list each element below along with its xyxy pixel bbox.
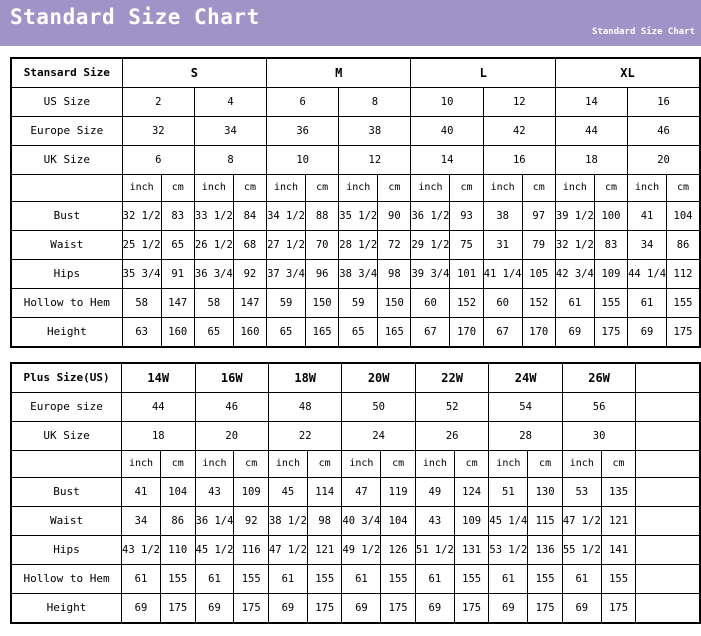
header-corner-label: Standard Size Chart	[592, 27, 695, 37]
table-cell: 18	[122, 422, 195, 451]
table-cell: 45 1/4	[489, 507, 528, 536]
unit-cell: inch	[555, 175, 594, 202]
table-cell: 112	[667, 260, 700, 289]
table-cell: 131	[454, 536, 489, 565]
table-cell: 38	[339, 117, 411, 146]
unit-cell: inch	[415, 451, 454, 478]
table-cell: 20	[195, 422, 268, 451]
table-cell: 97	[522, 202, 555, 231]
standard-size-table-wrap	[10, 57, 701, 348]
table-cell: 38 3/4	[339, 260, 378, 289]
table-cell: 124	[454, 478, 489, 507]
table-cell: 34 1/2	[267, 202, 306, 231]
table-cell: 52	[415, 393, 488, 422]
size-header-cell: 22W	[415, 363, 488, 393]
table-cell: 114	[307, 478, 342, 507]
unit-cell: cm	[234, 451, 269, 478]
unit-cell: cm	[306, 175, 339, 202]
table-cell: 34	[122, 507, 161, 536]
table-cell: 59	[339, 289, 378, 318]
row-label: UK Size	[11, 422, 122, 451]
table-cell: 69	[122, 594, 161, 624]
table-cell: 65	[194, 318, 233, 348]
table-cell: 53 1/2	[489, 536, 528, 565]
table-cell: 38 1/2	[268, 507, 307, 536]
table-cell: 41	[628, 202, 667, 231]
table-cell: 65	[339, 318, 378, 348]
table-row	[11, 58, 700, 88]
blank-cell	[636, 507, 700, 536]
size-header-cell: 18W	[268, 363, 341, 393]
unit-cell: inch	[268, 451, 307, 478]
table-cell: 16	[628, 88, 700, 117]
table-cell: 91	[161, 260, 194, 289]
unit-cell: inch	[195, 451, 234, 478]
table-cell: 26 1/2	[194, 231, 233, 260]
table-cell: 175	[667, 318, 700, 348]
table-cell: 155	[594, 289, 627, 318]
table-cell: 61	[555, 289, 594, 318]
table-cell: 160	[233, 318, 266, 348]
table-cell: 101	[450, 260, 483, 289]
table-cell: 104	[667, 202, 700, 231]
table-cell: 30	[562, 422, 635, 451]
unit-cell: inch	[122, 175, 161, 202]
unit-cell: cm	[378, 175, 411, 202]
table-cell: 65	[161, 231, 194, 260]
table-cell: 175	[528, 594, 563, 624]
table-row	[11, 507, 700, 536]
table-cell: 170	[450, 318, 483, 348]
table-cell: 58	[122, 289, 161, 318]
table-cell: 32 1/2	[122, 202, 161, 231]
table-cell: 61	[415, 565, 454, 594]
table-cell: 12	[483, 88, 555, 117]
table-cell: 104	[381, 507, 416, 536]
unit-row	[11, 175, 700, 202]
table-row	[11, 363, 700, 393]
table-cell: 86	[160, 507, 195, 536]
table-cell: 175	[234, 594, 269, 624]
table-row	[11, 202, 700, 231]
table-cell: 90	[378, 202, 411, 231]
table-cell: 155	[528, 565, 563, 594]
blank-cell	[11, 451, 122, 478]
table-cell: 119	[381, 478, 416, 507]
unit-row	[11, 451, 700, 478]
table-cell: 105	[522, 260, 555, 289]
unit-cell: inch	[267, 175, 306, 202]
table-cell: 110	[160, 536, 195, 565]
table-cell: 58	[194, 289, 233, 318]
table-cell: 54	[489, 393, 562, 422]
table-cell: 155	[667, 289, 700, 318]
table-cell: 147	[161, 289, 194, 318]
table-cell: 92	[233, 260, 266, 289]
table-cell: 47	[342, 478, 381, 507]
table-cell: 8	[194, 146, 266, 175]
table-cell: 86	[667, 231, 700, 260]
table-cell: 165	[306, 318, 339, 348]
table-cell: 38	[483, 202, 522, 231]
unit-cell: cm	[594, 175, 627, 202]
table-cell: 20	[628, 146, 700, 175]
row-label: Waist	[11, 507, 122, 536]
table-cell: 160	[161, 318, 194, 348]
row-label: Europe size	[11, 393, 122, 422]
table-row	[11, 565, 700, 594]
table-cell: 96	[306, 260, 339, 289]
table-cell: 28	[489, 422, 562, 451]
table-cell: 69	[195, 594, 234, 624]
table-row	[11, 594, 700, 624]
table-cell: 121	[601, 507, 636, 536]
unit-cell: cm	[233, 175, 266, 202]
plus-size-table-wrap	[10, 362, 701, 624]
table-row	[11, 146, 700, 175]
row-label: Bust	[11, 478, 122, 507]
blank-cell	[636, 565, 700, 594]
unit-cell: cm	[307, 451, 342, 478]
table-cell: 49	[415, 478, 454, 507]
table-cell: 109	[234, 478, 269, 507]
unit-cell: cm	[667, 175, 700, 202]
table-cell: 28 1/2	[339, 231, 378, 260]
table-row	[11, 536, 700, 565]
blank-cell	[636, 594, 700, 624]
table-cell: 126	[381, 536, 416, 565]
row-label: Height	[11, 318, 122, 348]
table-cell: 24	[342, 422, 415, 451]
table-cell: 116	[234, 536, 269, 565]
unit-cell: cm	[454, 451, 489, 478]
table-cell: 130	[528, 478, 563, 507]
table-cell: 150	[378, 289, 411, 318]
table-cell: 109	[594, 260, 627, 289]
table-cell: 165	[378, 318, 411, 348]
table-cell: 136	[528, 536, 563, 565]
unit-cell: inch	[122, 451, 161, 478]
table-cell: 45	[268, 478, 307, 507]
table-cell: 18	[555, 146, 627, 175]
table-cell: 98	[307, 507, 342, 536]
size-header-cell: XL	[555, 58, 700, 88]
table-cell: 48	[268, 393, 341, 422]
table-cell: 155	[381, 565, 416, 594]
unit-cell: cm	[601, 451, 636, 478]
size-header-cell: 14W	[122, 363, 195, 393]
table-cell: 61	[195, 565, 234, 594]
table-cell: 35 1/2	[339, 202, 378, 231]
table-cell: 36 3/4	[194, 260, 233, 289]
table-cell: 69	[628, 318, 667, 348]
size-header-cell: M	[267, 58, 411, 88]
table-cell: 51 1/2	[415, 536, 454, 565]
table-cell: 25 1/2	[122, 231, 161, 260]
size-header-cell: 24W	[489, 363, 562, 393]
table-row	[11, 478, 700, 507]
table-cell: 42 3/4	[555, 260, 594, 289]
table-cell: 93	[450, 202, 483, 231]
table-cell: 41	[122, 478, 161, 507]
table-cell: 33 1/2	[194, 202, 233, 231]
table-cell: 61	[489, 565, 528, 594]
table-cell: 72	[378, 231, 411, 260]
table-cell: 46	[195, 393, 268, 422]
table-cell: 69	[555, 318, 594, 348]
table-cell: 175	[307, 594, 342, 624]
table-cell: 61	[268, 565, 307, 594]
table-cell: 31	[483, 231, 522, 260]
table-cell: 83	[594, 231, 627, 260]
table-row	[11, 289, 700, 318]
row-label: Hips	[11, 536, 122, 565]
table-cell: 60	[411, 289, 450, 318]
table-cell: 26	[415, 422, 488, 451]
table-cell: 45 1/2	[195, 536, 234, 565]
table-cell: 55 1/2	[562, 536, 601, 565]
row-label: UK Size	[11, 146, 122, 175]
table-cell: 155	[307, 565, 342, 594]
unit-cell: inch	[483, 175, 522, 202]
row-label: US Size	[11, 88, 122, 117]
table-cell: 53	[562, 478, 601, 507]
table-cell: 65	[267, 318, 306, 348]
row-label: Hollow to Hem	[11, 565, 122, 594]
table-cell: 34	[194, 117, 266, 146]
table-cell: 69	[268, 594, 307, 624]
table-cell: 88	[306, 202, 339, 231]
table-cell: 155	[160, 565, 195, 594]
row-label: Bust	[11, 202, 122, 231]
table-cell: 36 1/4	[195, 507, 234, 536]
table-cell: 35 3/4	[122, 260, 161, 289]
table-cell: 37 3/4	[267, 260, 306, 289]
table-cell: 61	[628, 289, 667, 318]
table-cell: 115	[528, 507, 563, 536]
blank-cell	[636, 478, 700, 507]
table-cell: 39 1/2	[555, 202, 594, 231]
table-cell: 141	[601, 536, 636, 565]
table-row	[11, 393, 700, 422]
table-cell: 70	[306, 231, 339, 260]
table-cell: 61	[562, 565, 601, 594]
table-cell: 44 1/4	[628, 260, 667, 289]
blank-cell	[11, 175, 122, 202]
row-label: Hips	[11, 260, 122, 289]
unit-cell: inch	[411, 175, 450, 202]
table-cell: 83	[161, 202, 194, 231]
table-cell: 68	[233, 231, 266, 260]
table-cell: 121	[307, 536, 342, 565]
header-band	[0, 0, 701, 46]
row-label: Hollow to Hem	[11, 289, 122, 318]
table-cell: 47 1/2	[562, 507, 601, 536]
table-cell: 46	[628, 117, 700, 146]
table-cell: 135	[601, 478, 636, 507]
table-cell: 61	[342, 565, 381, 594]
table-cell: 39 3/4	[411, 260, 450, 289]
table-cell: 43 1/2	[122, 536, 161, 565]
table-cell: 4	[194, 88, 266, 117]
table-cell: 8	[339, 88, 411, 117]
table-cell: 34	[628, 231, 667, 260]
table-cell: 109	[454, 507, 489, 536]
table-cell: 67	[411, 318, 450, 348]
size-header-cell: 20W	[342, 363, 415, 393]
unit-cell: inch	[194, 175, 233, 202]
table-cell: 84	[233, 202, 266, 231]
row-label: Height	[11, 594, 122, 624]
unit-cell: cm	[160, 451, 195, 478]
table-cell: 40 3/4	[342, 507, 381, 536]
table-cell: 75	[450, 231, 483, 260]
table-cell: 32 1/2	[555, 231, 594, 260]
table-cell: 175	[601, 594, 636, 624]
unit-cell: cm	[450, 175, 483, 202]
table-cell: 27 1/2	[267, 231, 306, 260]
table-row	[11, 260, 700, 289]
table-cell: 100	[594, 202, 627, 231]
table-cell: 44	[555, 117, 627, 146]
table-cell: 56	[562, 393, 635, 422]
table-cell: 59	[267, 289, 306, 318]
table-cell: 152	[450, 289, 483, 318]
table-cell: 175	[381, 594, 416, 624]
table-cell: 6	[122, 146, 194, 175]
row-label: Plus Size(US)	[11, 363, 122, 393]
table-cell: 47 1/2	[268, 536, 307, 565]
table-cell: 6	[267, 88, 339, 117]
table-cell: 49 1/2	[342, 536, 381, 565]
unit-cell: inch	[628, 175, 667, 202]
unit-cell: inch	[342, 451, 381, 478]
table-cell: 60	[483, 289, 522, 318]
table-cell: 14	[555, 88, 627, 117]
table-cell: 43	[195, 478, 234, 507]
unit-cell: inch	[562, 451, 601, 478]
table-cell: 61	[122, 565, 161, 594]
table-cell: 32	[122, 117, 194, 146]
table-cell: 51	[489, 478, 528, 507]
row-label: Stansard Size	[11, 58, 122, 88]
table-cell: 42	[483, 117, 555, 146]
table-cell: 41 1/4	[483, 260, 522, 289]
table-cell: 69	[489, 594, 528, 624]
table-row	[11, 231, 700, 260]
table-row	[11, 117, 700, 146]
blank-cell	[636, 422, 700, 451]
size-header-cell: 16W	[195, 363, 268, 393]
table-cell: 69	[415, 594, 454, 624]
row-label: Europe Size	[11, 117, 122, 146]
table-cell: 63	[122, 318, 161, 348]
table-cell: 69	[562, 594, 601, 624]
table-cell: 155	[234, 565, 269, 594]
table-cell: 10	[267, 146, 339, 175]
blank-cell	[636, 536, 700, 565]
standard-size-table	[10, 57, 701, 348]
table-cell: 69	[342, 594, 381, 624]
table-row	[11, 422, 700, 451]
table-cell: 12	[339, 146, 411, 175]
table-cell: 36	[267, 117, 339, 146]
page-title: Standard Size Chart	[10, 5, 260, 29]
table-cell: 92	[234, 507, 269, 536]
unit-cell: inch	[489, 451, 528, 478]
row-label: Waist	[11, 231, 122, 260]
table-cell: 170	[522, 318, 555, 348]
table-cell: 67	[483, 318, 522, 348]
table-cell: 2	[122, 88, 194, 117]
table-cell: 98	[378, 260, 411, 289]
table-cell: 79	[522, 231, 555, 260]
unit-cell: cm	[522, 175, 555, 202]
table-cell: 29 1/2	[411, 231, 450, 260]
blank-cell	[636, 451, 700, 478]
unit-cell: cm	[528, 451, 563, 478]
table-cell: 150	[306, 289, 339, 318]
blank-cell	[636, 363, 700, 393]
table-cell: 175	[160, 594, 195, 624]
table-cell: 22	[268, 422, 341, 451]
table-cell: 152	[522, 289, 555, 318]
table-cell: 175	[594, 318, 627, 348]
table-cell: 16	[483, 146, 555, 175]
unit-cell: inch	[339, 175, 378, 202]
table-cell: 40	[411, 117, 483, 146]
plus-size-table	[10, 362, 701, 624]
blank-cell	[636, 393, 700, 422]
table-cell: 155	[454, 565, 489, 594]
unit-cell: cm	[381, 451, 416, 478]
table-cell: 50	[342, 393, 415, 422]
table-cell: 10	[411, 88, 483, 117]
size-header-cell: S	[122, 58, 266, 88]
table-cell: 44	[122, 393, 195, 422]
table-cell: 14	[411, 146, 483, 175]
table-cell: 147	[233, 289, 266, 318]
table-cell: 43	[415, 507, 454, 536]
size-header-cell: 26W	[562, 363, 635, 393]
table-cell: 36 1/2	[411, 202, 450, 231]
table-cell: 104	[160, 478, 195, 507]
table-cell: 175	[454, 594, 489, 624]
table-row	[11, 318, 700, 348]
unit-cell: cm	[161, 175, 194, 202]
table-cell: 155	[601, 565, 636, 594]
size-header-cell: L	[411, 58, 555, 88]
table-row	[11, 88, 700, 117]
